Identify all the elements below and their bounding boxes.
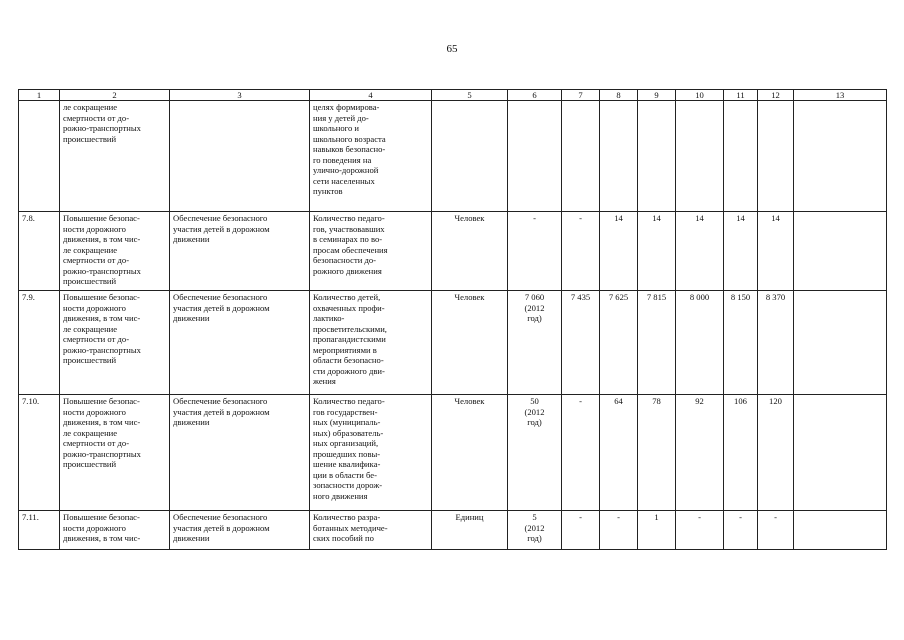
value-cell: [600, 101, 638, 212]
value-cell: [562, 101, 600, 212]
unit-cell: Человек: [432, 212, 508, 291]
indicator-cell: Количество детей, охваченных профи- лактико- просветительскими, пропагандистскими мероприятиями в области безопасно- сти дорожного дви- жения: [310, 291, 432, 395]
value-cell: -: [676, 511, 724, 550]
goal-cell: Повышение безопас- ности дорожного движения, в том чис- ле сокращение смертности от до- рожно-транспортных происшествий: [60, 395, 170, 511]
column-header: 3: [170, 90, 310, 101]
row-number: 7.9.: [19, 291, 60, 395]
value-cell: 14: [600, 212, 638, 291]
unit-cell: Человек: [432, 395, 508, 511]
task-cell: Обеспечение безопасного участия детей в дорожном движении: [170, 212, 310, 291]
value-cell: -: [724, 511, 758, 550]
column-header: 1: [19, 90, 60, 101]
note-cell: [794, 291, 887, 395]
unit-cell: Человек: [432, 291, 508, 395]
value-cell: [724, 101, 758, 212]
value-cell: -: [562, 511, 600, 550]
value-cell: 7 815: [638, 291, 676, 395]
column-header: 7: [562, 90, 600, 101]
indicator-cell: Количество педаго- гов государствен- ных (муниципаль- ных) образователь- ных организаций, прошедших повы- шение квалифика- ции в области бе- зопасности дорож- ного движения: [310, 395, 432, 511]
value-cell: -: [600, 511, 638, 550]
value-cell: 14: [638, 212, 676, 291]
unit-cell: [432, 101, 508, 212]
task-cell: Обеспечение безопасного участия детей в дорожном движении: [170, 511, 310, 550]
column-header: 5: [432, 90, 508, 101]
column-header: 6: [508, 90, 562, 101]
task-cell: [170, 101, 310, 212]
column-header: 10: [676, 90, 724, 101]
table-row: [19, 511, 887, 550]
value-cell: -: [562, 212, 600, 291]
base-value-cell: [508, 101, 562, 212]
note-cell: [794, 101, 887, 212]
column-header: 9: [638, 90, 676, 101]
note-cell: [794, 212, 887, 291]
base-value-cell: 50 (2012 год): [508, 395, 562, 511]
indicators-table: [18, 89, 887, 550]
table-header-row: [19, 90, 887, 101]
row-number: 7.11.: [19, 511, 60, 550]
base-value-cell: 7 060 (2012 год): [508, 291, 562, 395]
row-number: [19, 101, 60, 212]
value-cell: [758, 101, 794, 212]
table-row: [19, 291, 887, 395]
value-cell: 92: [676, 395, 724, 511]
base-value-cell: 5 (2012 год): [508, 511, 562, 550]
row-number: 7.8.: [19, 212, 60, 291]
table-row: [19, 212, 887, 291]
value-cell: 14: [676, 212, 724, 291]
column-header: 4: [310, 90, 432, 101]
column-header: 13: [794, 90, 887, 101]
table-row: [19, 395, 887, 511]
base-value-cell: -: [508, 212, 562, 291]
column-header: 2: [60, 90, 170, 101]
task-cell: Обеспечение безопасного участия детей в дорожном движении: [170, 291, 310, 395]
indicator-cell: целях формирова- ния у детей до- школьного и школьного возраста навыков безопасно- го поведения на улично-дорожной сети населенных пунктов: [310, 101, 432, 212]
row-number: 7.10.: [19, 395, 60, 511]
goal-cell: ле сокращение смертности от до- рожно-транспортных происшествий: [60, 101, 170, 212]
value-cell: 8 370: [758, 291, 794, 395]
value-cell: -: [562, 395, 600, 511]
table-row: [19, 101, 887, 212]
value-cell: 120: [758, 395, 794, 511]
column-header: 8: [600, 90, 638, 101]
value-cell: 106: [724, 395, 758, 511]
value-cell: 1: [638, 511, 676, 550]
value-cell: 8 000: [676, 291, 724, 395]
indicator-cell: Количество педаго- гов, участвовавших в семинарах по во- просам обеспечения безопасности до- рожного движения: [310, 212, 432, 291]
goal-cell: Повышение безопас- ности дорожного движения, в том чис-: [60, 511, 170, 550]
value-cell: 8 150: [724, 291, 758, 395]
value-cell: 78: [638, 395, 676, 511]
column-header: 11: [724, 90, 758, 101]
value-cell: -: [758, 511, 794, 550]
goal-cell: Повышение безопас- ности дорожного движения, в том чис- ле сокращение смертности от до- рожно-транспортных происшествий: [60, 291, 170, 395]
value-cell: [676, 101, 724, 212]
value-cell: 64: [600, 395, 638, 511]
note-cell: [794, 511, 887, 550]
note-cell: [794, 395, 887, 511]
value-cell: 7 435: [562, 291, 600, 395]
value-cell: 14: [758, 212, 794, 291]
value-cell: 14: [724, 212, 758, 291]
goal-cell: Повышение безопас- ности дорожного движения, в том чис- ле сокращение смертности от до- рожно-транспортных происшествий: [60, 212, 170, 291]
value-cell: 7 625: [600, 291, 638, 395]
unit-cell: Единиц: [432, 511, 508, 550]
task-cell: Обеспечение безопасного участия детей в дорожном движении: [170, 395, 310, 511]
value-cell: [638, 101, 676, 212]
page-number: 65: [446, 43, 458, 55]
indicator-cell: Количество разра- ботанных методиче- ских пособий по: [310, 511, 432, 550]
column-header: 12: [758, 90, 794, 101]
